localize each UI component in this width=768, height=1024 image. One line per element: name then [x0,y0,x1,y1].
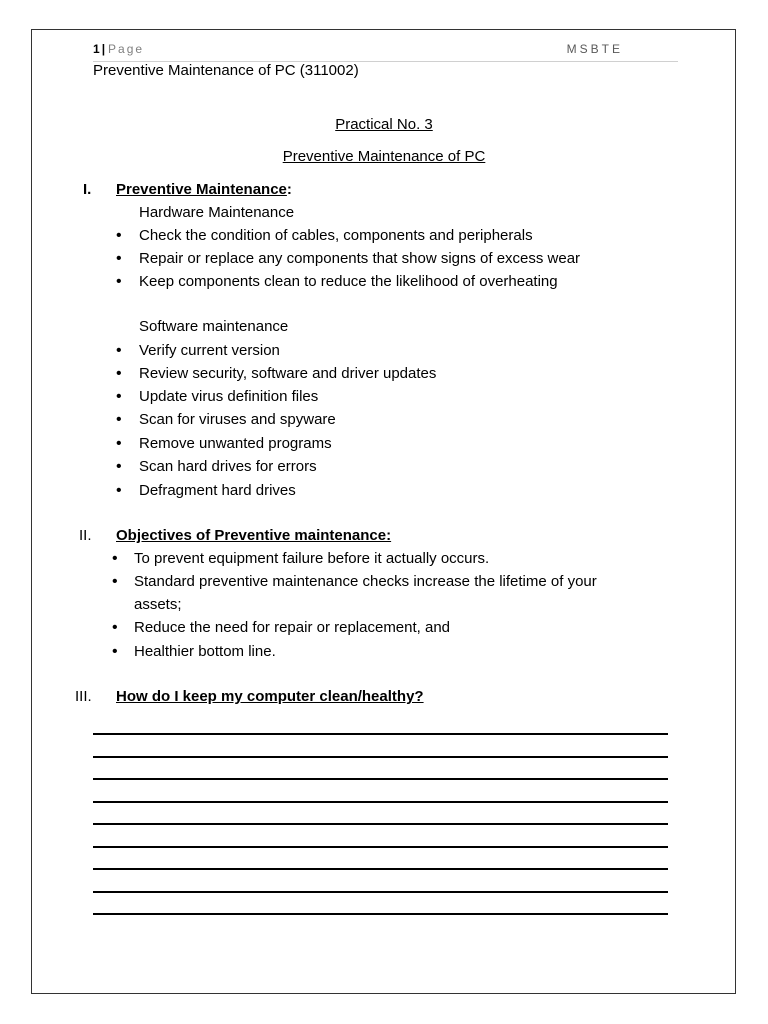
bullet-icon: • [112,550,118,567]
answer-line[interactable] [93,846,668,848]
list-item: Healthier bottom line. [134,643,276,660]
bullet-icon: • [116,250,122,267]
answer-line[interactable] [93,801,668,803]
bullet-icon: • [116,388,122,405]
answer-line[interactable] [93,891,668,893]
list-item: To prevent equipment failure before it actually occurs. [134,550,490,567]
software-label: Software maintenance [139,318,289,335]
subject-line: Preventive Maintenance of PC (311002) [93,62,359,79]
page-header [93,42,678,62]
list-item: Scan hard drives for errors [139,458,317,475]
page-border [31,29,736,994]
section-3-numeral: III. [75,688,92,705]
answer-line[interactable] [93,733,668,735]
answer-line[interactable] [93,778,668,780]
page-separator: | [101,42,106,56]
list-item-continuation: assets; [134,596,182,613]
page-number: 1 [93,42,100,56]
bullet-icon: • [112,573,118,590]
list-item: Repair or replace any components that show signs of excess wear [139,250,581,267]
list-item: Remove unwanted programs [139,435,332,452]
bullet-icon: • [112,619,118,636]
bullet-icon: • [112,643,118,660]
page-word: Page [108,42,145,56]
list-item: Defragment hard drives [139,482,296,499]
list-item: Scan for viruses and spyware [139,411,336,428]
bullet-icon: • [116,411,122,428]
answer-line[interactable] [93,913,668,915]
bullet-icon: • [116,365,122,382]
topic-title: Preventive Maintenance of PC [282,148,486,165]
list-item: Check the condition of cables, components and peripherals [139,227,533,244]
section-1-heading-text: Preventive Maintenance [116,181,287,198]
bullet-icon: • [116,342,122,359]
list-item: Standard preventive maintenance checks increase the lifetime of your [134,573,597,590]
bullet-icon: • [116,273,122,290]
list-item: Keep components clean to reduce the likelihood of overheating [139,273,558,290]
bullet-icon: • [116,482,122,499]
answer-line[interactable] [93,868,668,870]
practical-title: Practical No. 3 [335,116,433,133]
list-item: Reduce the need for repair or replacement, and [134,619,451,636]
bullet-icon: • [116,227,122,244]
list-item: Review security, software and driver updates [139,365,437,382]
answer-line[interactable] [93,823,668,825]
list-item: Verify current version [139,342,280,359]
section-1-heading [116,181,292,199]
section-3-heading: How do I keep my computer clean/healthy? [116,688,424,705]
list-item: Update virus definition files [139,388,319,405]
hardware-label: Hardware Maintenance [139,204,295,221]
section-2-numeral: II. [79,527,92,544]
section-2-heading: Objectives of Preventive maintenance: [116,527,392,544]
bullet-icon: • [116,458,122,475]
bullet-icon: • [116,435,122,452]
section-1-heading-colon: : [286,181,292,198]
header-org: MSBTE [566,42,623,56]
answer-line[interactable] [93,756,668,758]
section-1-numeral: I. [83,181,92,198]
